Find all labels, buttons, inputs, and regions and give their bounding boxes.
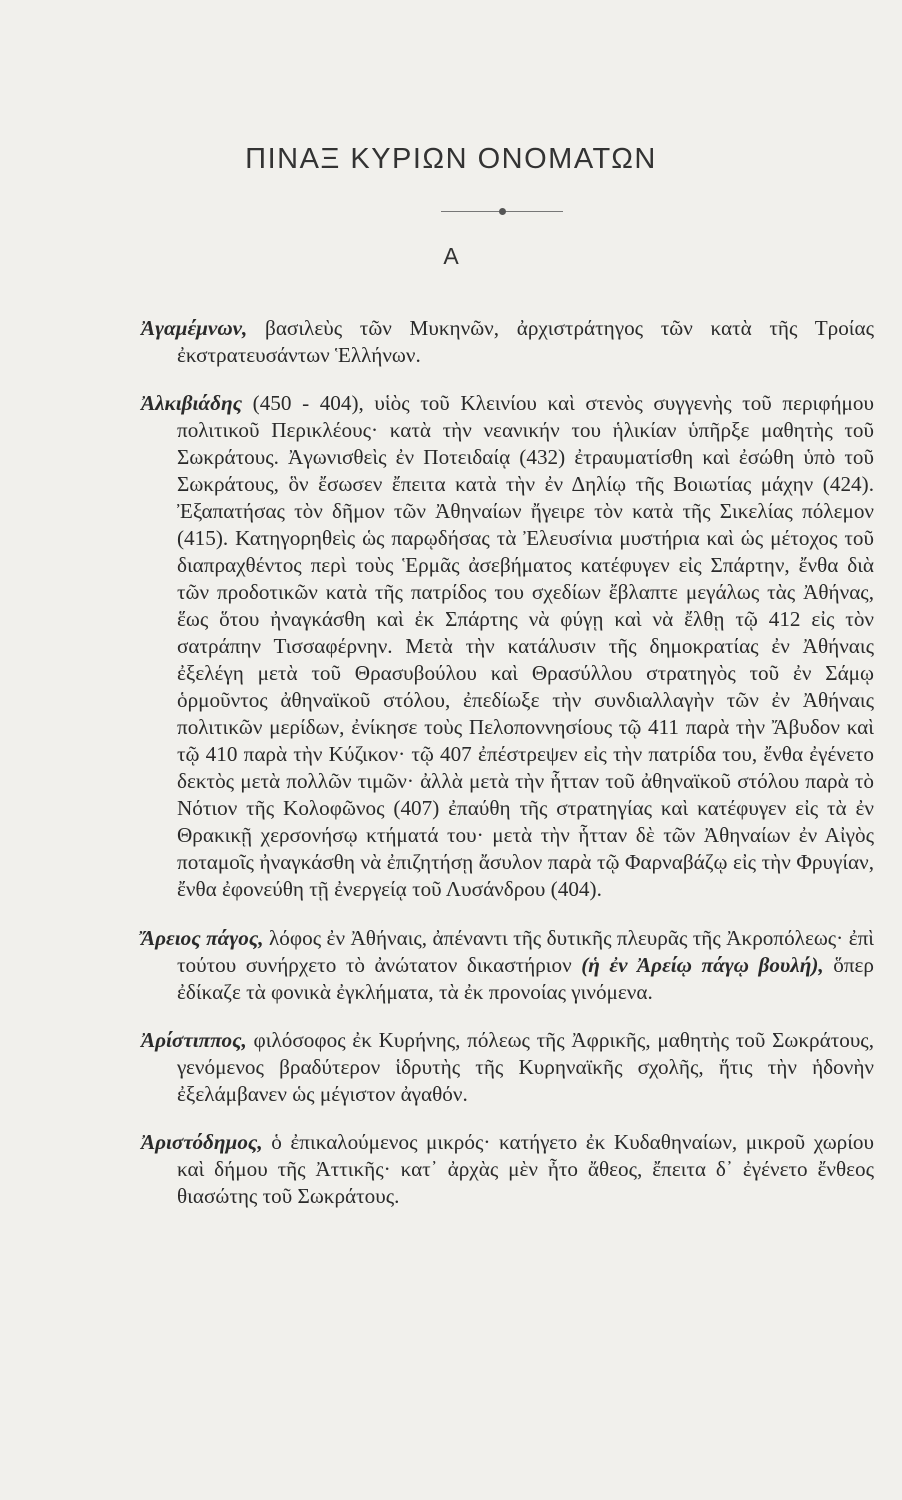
entry-text: (450 - 404), υἱὸς τοῦ Κλεινίου καὶ στενὸς συγγενὴς τοῦ περιφήμου πολιτικοῦ Περικλέους· κατὰ τὴν νεανικήν του ἡλικίαν ὑπῆρξε μαθητὴς τοῦ Σωκράτους. Ἀγωνισθεὶς ἐν Ποτειδαίᾳ (432) ἐτραυματίσθη καὶ ἐσώθη ὑπὸ τοῦ Σωκράτους, ὃν ἔσωσεν ἔπειτα κατὰ τὴν ἐν Δηλίῳ τῆς Βοιωτίας μάχην (424). Ἐξαπατήσας τὸν δῆμον τῶν Ἀθηναίων ἤγειρε τὸν κατὰ τῆς Σικελίας πόλεμον (415). Κατηγορηθεὶς ὡς παρῳδήσας τὰ Ἐλευσίνια μυστήρια καὶ ὡς μέτοχος τοῦ διαπραχθέντος περὶ τοὺς Ἑρμᾶς ἀσεβήματος κατέφυγεν εἰς Σπάρτην, ἔνθα διὰ τῶν προδοτικῶν κατὰ τῆς πατρίδος του σχεδίων ἔβλαπτε μεγάλως τὰς Ἀθήνας, ἕως ὅτου ἠναγκάσθη καὶ ἐκ Σπάρτης νὰ φύγῃ καὶ νὰ ἔλθῃ τῷ 412 εἰς τὸν σατράπην Τισσαφέρνην. Μετὰ τὴν κατάλυσιν τῆς δημοκρατίας ἐν Ἀθήναις ἐξελέγη μετὰ τοῦ Θρασυβούλου καὶ Θρασύλλου στρατηγὸς τοῦ ἐν Σάμῳ ὁρμοῦντος ἀθηναϊκοῦ στόλου, ἐπεδίωξε τὴν συνδιαλλαγὴν τῶν ἐν Ἀθήναις πολιτικῶν μερίδων, ἐνίκησε τοὺς Πελοποννησίους τῷ 411 παρὰ τὴν Ἄβυδον καὶ τῷ 410 παρὰ τὴν Κύζικον· τῷ 407 ἐπέστρεψεν εἰς τὴν πατρίδα του, ἔνθα ἐγένετο δεκτὸς μετὰ πολλῶν τιμῶν· ἀλλὰ μετὰ τὴν ἧτταν τοῦ ἀθηναϊκοῦ στόλου παρὰ τὸ Νότιον τῆς Κολοφῶνος (407) ἐπαύθη τῆς στρατηγίας καὶ κατέφυγεν εἰς τὰ ἐν Θρακικῇ χερσονήσῳ κτήματά του· μετὰ τὴν ἧτταν δὲ τῶν Ἀθηναίων ἐν Αἰγὸς ποταμοῖς ἠναγκάσθη νὰ ἐπιζητήσῃ ἄσυλον παρὰ τῷ Φαρναβάζῳ εἰς τὴν Φρυγίαν, ἔνθα ἐφονεύθη τῇ ἐνεργείᾳ τοῦ Λυσάνδρου (404). bbox=[177, 391, 874, 902]
entry-note: (ἡ ἐν Ἀρείῳ πάγῳ βουλή), bbox=[581, 952, 824, 977]
page-title: ΠΙΝΑΞ ΚΥΡΙΩΝ ΟΝΟΜΑΤΩΝ bbox=[245, 143, 657, 175]
entry-text: φιλόσοφος ἐκ Κυρήνης, πόλεως τῆς Ἀφρικῆς, μαθητὴς τοῦ Σωκράτους, γενόμενος βραδύτερον ἱδρυτὴς τῆς Κυρηναϊκῆς σχολῆς, ἥτις τὴν ἡδονὴν ἐξελάμβανεν ὡς μέγιστον ἀγαθόν. bbox=[177, 1027, 874, 1106]
index-entry-aristippos bbox=[141, 1027, 874, 1108]
entry-headword: Ἀρίστιππος, bbox=[141, 1027, 247, 1052]
entry-text: ὁ ἐπικαλούμενος μικρός· κατήγετο ἐκ Κυδαθηναίων, μικροῦ χωρίου καὶ δήμου τῆς Ἀττικῆς· κατ᾽ ἀρχὰς μὲν ἦτο ἄθεος, ἔπειτα δ᾽ ἐγένετο ἔνθεος θιασώτης τοῦ Σωκράτους. bbox=[177, 1129, 874, 1208]
entry-text: βασιλεὺς τῶν Μυκηνῶν, ἀρχιστράτηγος τῶν κατὰ τῆς Τροίας ἐκστρατευσάντων Ἑλλήνων. bbox=[177, 316, 874, 368]
entry-headword: Ἀλκιβιάδης bbox=[141, 391, 243, 416]
entry-text: λόφος ἐν Ἀθήναις, ἀπέναντι τῆς δυτικῆς πλευρᾶς τῆς Ἀκροπόλεως· ἐπὶ τούτου συνήρχετο τὸ ἀνώτατον δικαστήριον bbox=[177, 925, 874, 977]
index-entry-aristodemos bbox=[141, 1129, 874, 1210]
entry-headword: Ἀγαμέμνων, bbox=[141, 316, 248, 341]
index-entry-alcibiades bbox=[141, 390, 874, 903]
index-entry-agamemnon bbox=[141, 315, 874, 369]
index-entries bbox=[141, 294, 874, 1218]
divider-ornament bbox=[499, 208, 506, 215]
entry-headword: Ἄρειος πάγος, bbox=[141, 925, 264, 950]
entry-text: ὅπερ ἐδίκαζε τὰ φονικὰ ἐγκλήματα, τὰ ἐκ προνοίας γινόμενα. bbox=[177, 952, 874, 1004]
index-entry-areios-pagos bbox=[141, 925, 874, 1006]
entry-headword: Ἀριστόδημος, bbox=[141, 1129, 263, 1154]
section-letter: Α bbox=[443, 243, 459, 269]
